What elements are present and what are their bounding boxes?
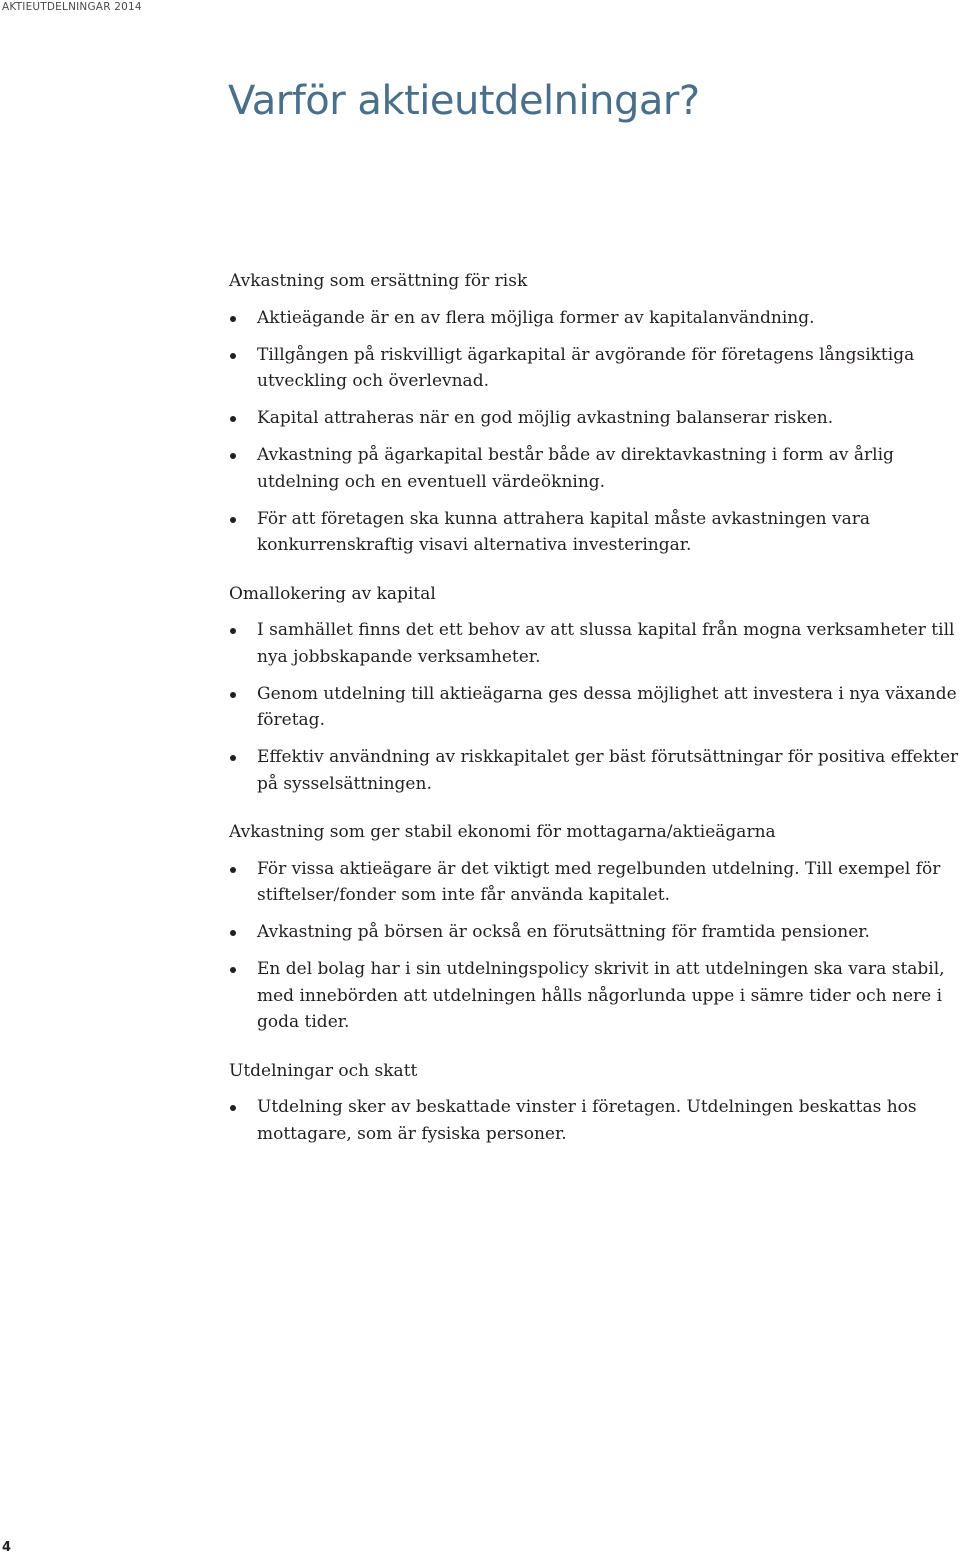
bullet-list-risk bbox=[229, 305, 959, 559]
list-item-text: En del bolag har i sin utdelningspolicy skrivit in att utdelningen ska vara stabil, med innebörden att utdelningen hålls någorlunda uppe i sämre tider och nere i goda tider. bbox=[257, 959, 945, 1032]
list-item bbox=[229, 956, 959, 1036]
list-item-text: I samhället finns det ett behov av att slussa kapital från mogna verksamheter till nya jobbskapande verksamheter. bbox=[257, 620, 955, 667]
bullet-icon bbox=[230, 867, 236, 873]
list-item bbox=[229, 442, 959, 495]
document-body bbox=[229, 268, 959, 1169]
list-item bbox=[229, 305, 959, 332]
list-item-text: Aktieägande är en av flera möjliga former av kapitalanvändning. bbox=[257, 307, 815, 328]
list-item bbox=[229, 856, 959, 909]
section-heading-stable-economy: Avkastning som ger stabil ekonomi för mottagarna/aktieägarna bbox=[229, 822, 776, 842]
list-item bbox=[229, 919, 959, 946]
list-item-text: För vissa aktieägare är det viktigt med regelbunden utdelning. Till exempel för stiftelser/fonder som inte får använda kapitalet. bbox=[257, 858, 941, 905]
bullet-icon bbox=[230, 692, 236, 698]
bullet-icon bbox=[230, 416, 236, 422]
bullet-icon bbox=[230, 1105, 236, 1111]
section-heading-risk: Avkastning som ersättning för risk bbox=[229, 271, 528, 291]
list-item bbox=[229, 1094, 959, 1147]
list-item-text: Kapital attraheras när en god möjlig avkastning balanserar risken. bbox=[257, 408, 834, 428]
list-item-text: Avkastning på börsen är också en förutsättning för framtida pensioner. bbox=[257, 922, 870, 942]
page-title: Varför aktieutdelningar? bbox=[228, 78, 700, 124]
list-item bbox=[229, 617, 959, 670]
bullet-icon bbox=[230, 353, 236, 359]
bullet-list-stable-economy bbox=[229, 856, 959, 1036]
running-header: AKTIEUTDELNINGAR 2014 bbox=[2, 1, 142, 13]
bullet-icon bbox=[230, 755, 236, 761]
list-item-text: Utdelning sker av beskattade vinster i företagen. Utdelningen beskattas hos mottagare, som är fysiska personer. bbox=[257, 1097, 917, 1144]
list-item bbox=[229, 405, 959, 432]
bullet-icon bbox=[230, 316, 236, 322]
bullet-icon bbox=[230, 930, 236, 936]
bullet-icon bbox=[230, 517, 236, 523]
bullet-icon bbox=[230, 967, 236, 973]
section-heading-tax: Utdelningar och skatt bbox=[229, 1060, 418, 1081]
bullet-list-reallocation bbox=[229, 617, 959, 797]
bullet-icon bbox=[230, 453, 236, 459]
list-item-text: Effektiv användning av riskkapitalet ger bäst förutsättningar för positiva effekter på sysselsättningen. bbox=[257, 747, 959, 794]
list-item bbox=[229, 681, 959, 734]
list-item-text: Tillgången på riskvilligt ägarkapital är avgörande för företagens långsiktiga utveckling och överlevnad. bbox=[257, 344, 915, 391]
bullet-icon bbox=[230, 628, 236, 634]
list-item bbox=[229, 342, 959, 395]
section-heading-reallocation: Omallokering av kapital bbox=[229, 583, 436, 604]
list-item bbox=[229, 744, 959, 797]
list-item-text: Avkastning på ägarkapital består både av direktavkastning i form av årlig utdelning och en eventuell värdeökning. bbox=[257, 445, 894, 492]
list-item-text: För att företagen ska kunna attrahera kapital måste avkastningen vara konkurrenskraftig visavi alternativa investeringar. bbox=[257, 508, 870, 555]
list-item bbox=[229, 506, 959, 559]
page-number: 4 bbox=[2, 1540, 12, 1555]
list-item-text: Genom utdelning till aktieägarna ges dessa möjlighet att investera i nya växande företag. bbox=[257, 683, 957, 730]
bullet-list-tax bbox=[229, 1094, 959, 1147]
